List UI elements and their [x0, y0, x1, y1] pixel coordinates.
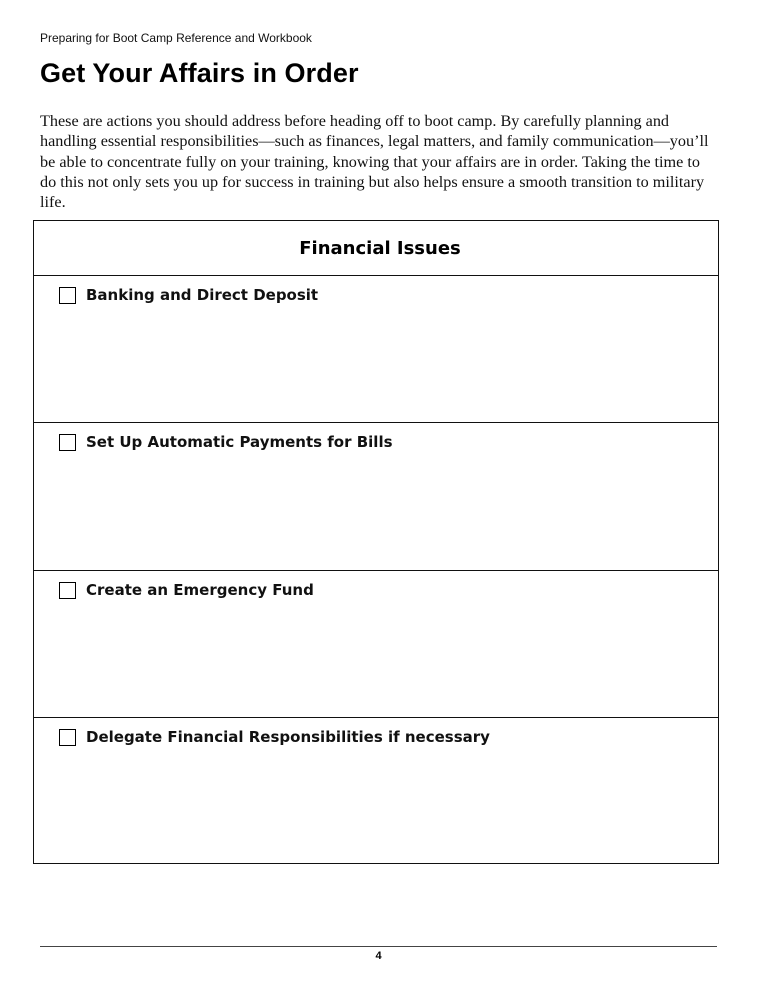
checklist-row-delegate [34, 718, 718, 865]
checklist-label: Create an Emergency Fund [86, 580, 314, 599]
checklist-row-automatic-payments [34, 423, 718, 570]
checkbox-automatic-payments[interactable] [59, 434, 76, 451]
checklist-label: Banking and Direct Deposit [86, 286, 319, 304]
running-header: Preparing for Boot Camp Reference and Workbook [40, 31, 312, 45]
intro-paragraph: These are actions you should address before heading off to boot camp. By carefully planning and handling essential responsibilities—such as finances, legal matters, and family communication—you’ll be able to concentrate fully on your training, knowing that your affairs are in order. Taking the time to do this not only sets you up for success in training but also helps ensure a smooth transition to military life. [40, 112, 709, 212]
checkbox-emergency-fund[interactable] [59, 582, 76, 599]
checklist-label: Set Up Automatic Payments for Bills [86, 433, 393, 452]
table-heading: Financial Issues [34, 221, 718, 276]
checklist-label: Delegate Financial Responsibilities if necessary [86, 727, 490, 746]
footer-divider [40, 946, 717, 947]
checkbox-delegate[interactable] [59, 729, 76, 746]
checklist-row-emergency-fund [34, 571, 718, 718]
checkbox-banking[interactable] [59, 287, 76, 304]
page-number: 4 [375, 950, 382, 962]
page-title: Get Your Affairs in Order [40, 58, 359, 88]
financial-issues-table [33, 220, 719, 864]
checklist-row-banking [34, 276, 718, 423]
